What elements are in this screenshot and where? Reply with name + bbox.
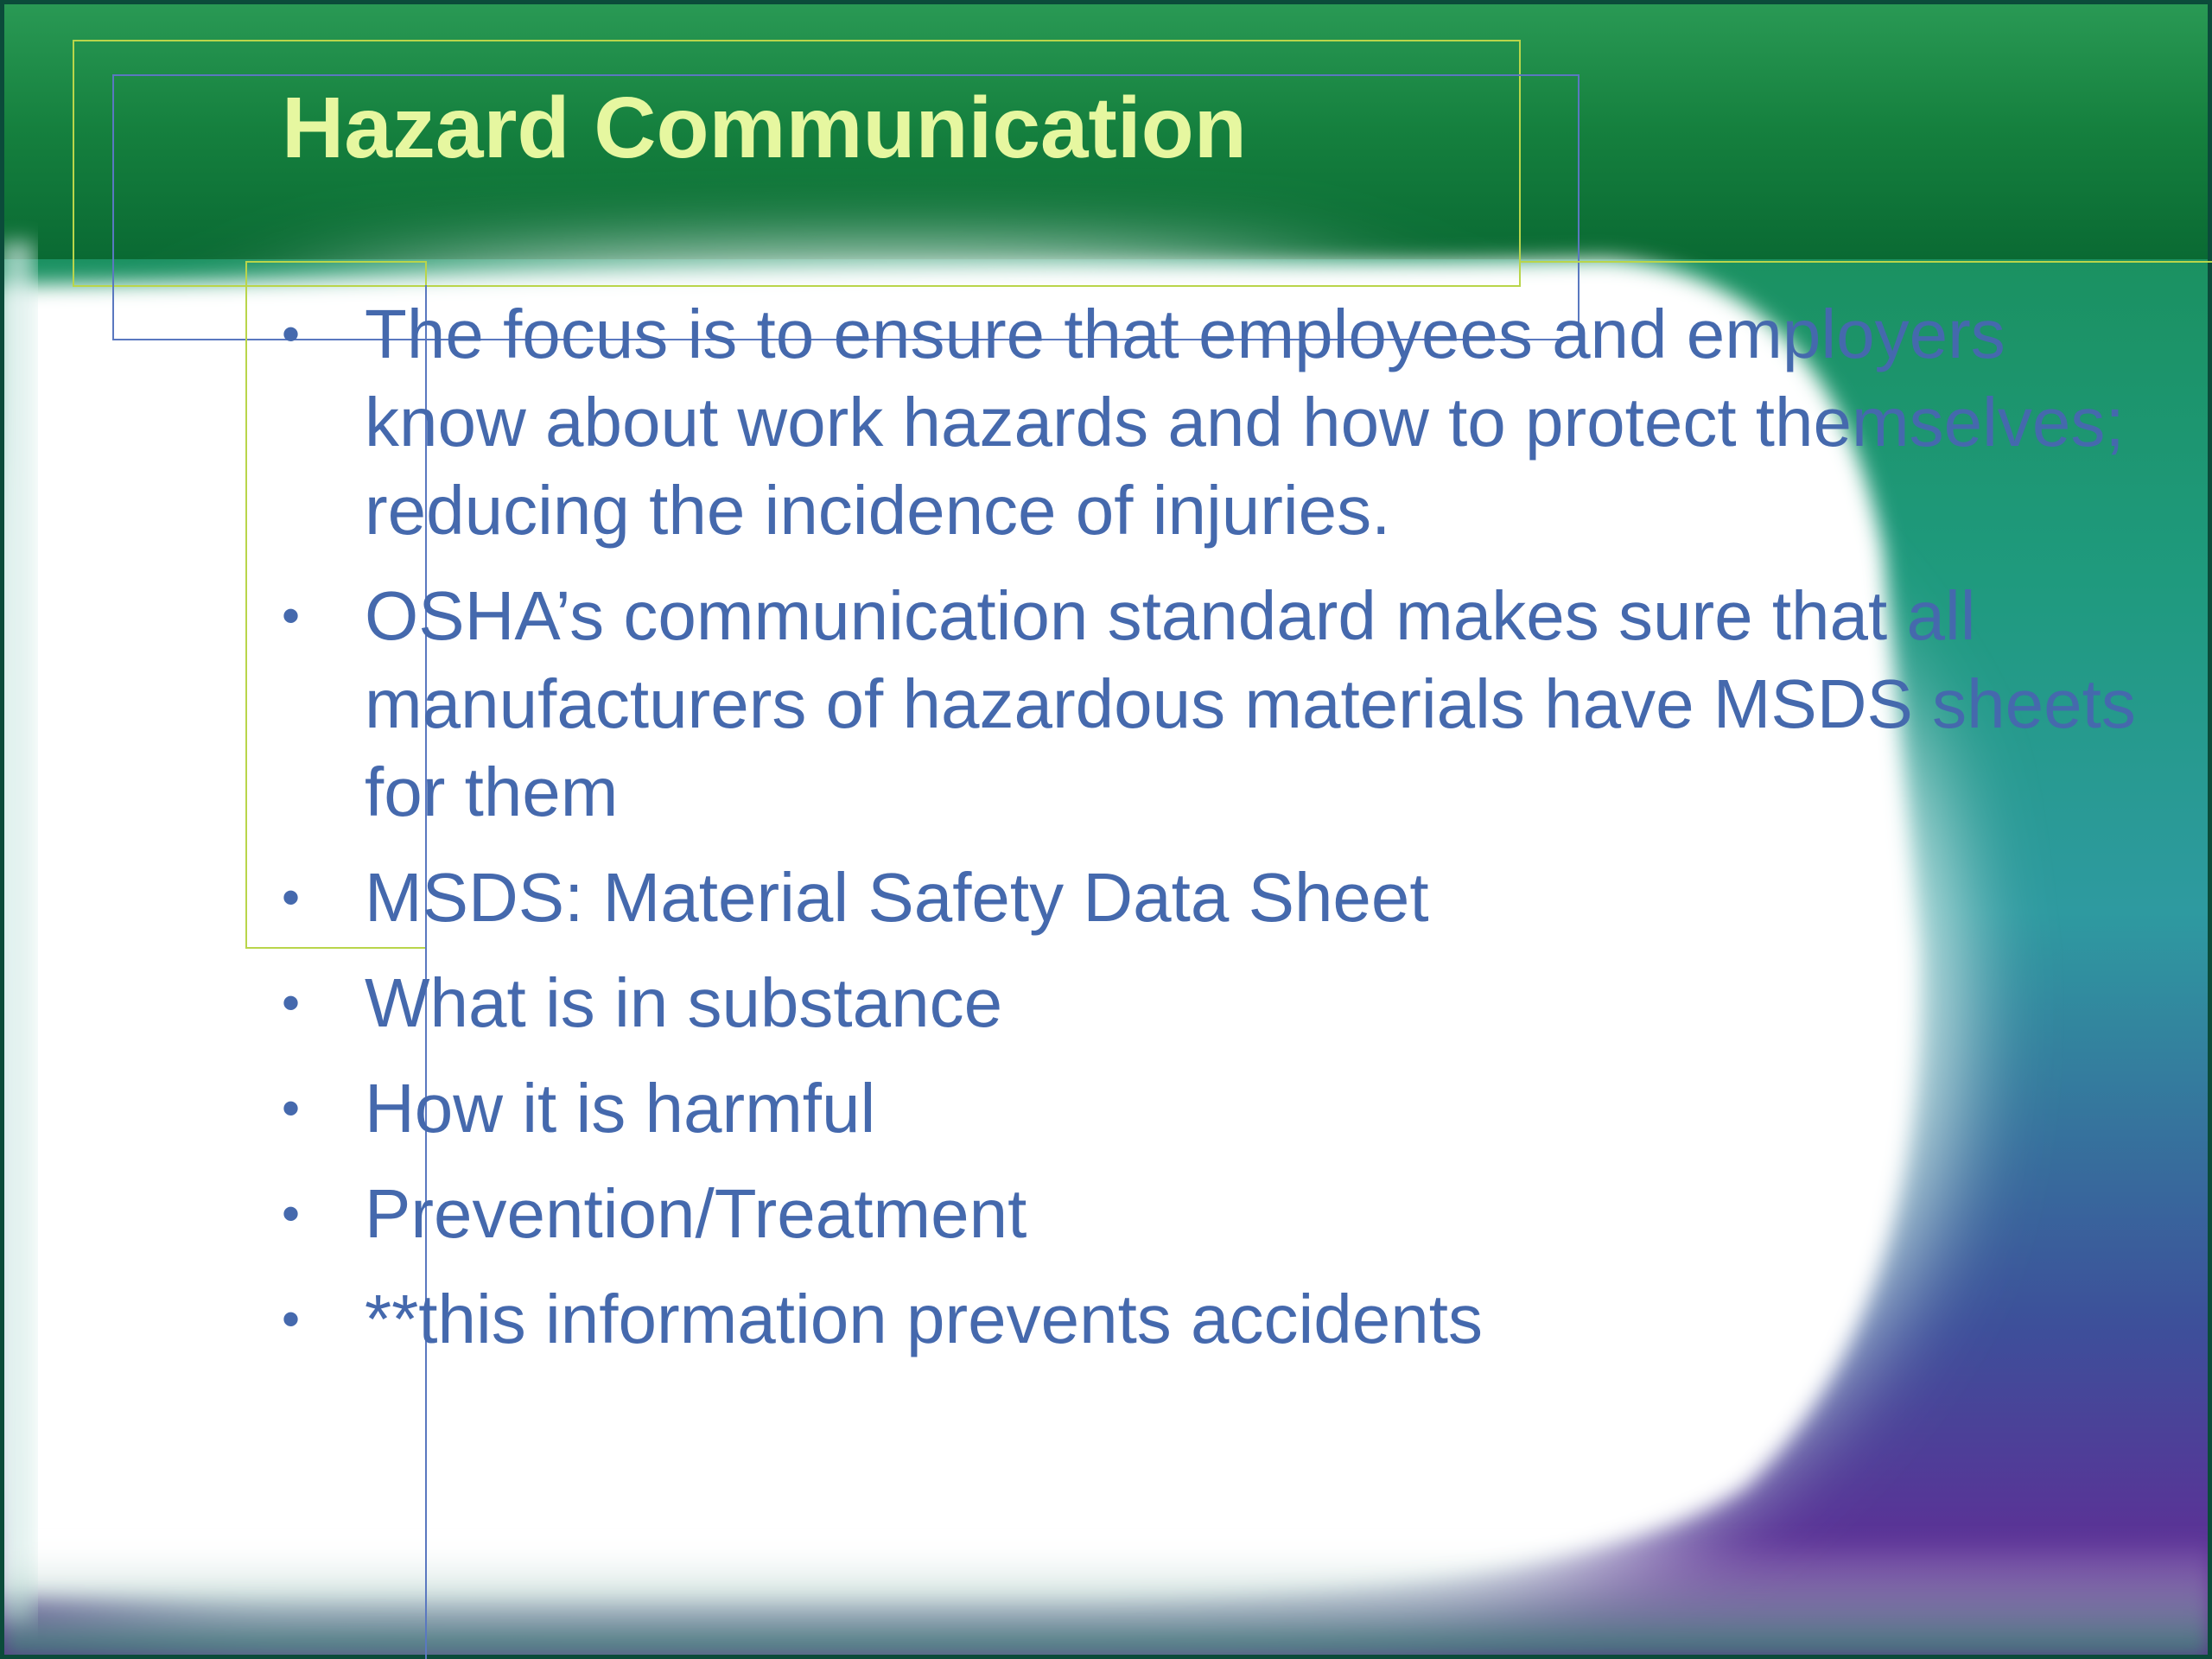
- bullet-point-icon: •: [282, 1290, 301, 1348]
- bullet-point-icon: •: [282, 868, 301, 926]
- bullet-item[interactable]: [282, 1065, 2183, 1153]
- bullet-list[interactable]: [282, 290, 2183, 1381]
- bullet-item[interactable]: [282, 854, 2183, 942]
- bullet-point-icon: •: [282, 1185, 301, 1243]
- bullet-text: **this information prevents accidents: [365, 1281, 1483, 1357]
- bullet-point-icon: •: [282, 974, 301, 1032]
- bullet-point-icon: •: [282, 1079, 301, 1137]
- bullet-item[interactable]: [282, 959, 2183, 1047]
- bullet-item[interactable]: [282, 290, 2183, 555]
- bullet-text: MSDS: Material Safety Data Sheet: [365, 859, 1429, 936]
- bullet-text: OSHA’s communication standard makes sure that all manufacturers of hazardous materials have MSDS sheets for them: [365, 577, 2136, 830]
- bullet-point-icon: •: [282, 587, 301, 645]
- slide-title[interactable]: Hazard Communication: [282, 79, 1247, 176]
- bullet-item[interactable]: [282, 1275, 2183, 1363]
- bullet-text: The focus is to ensure that employees and employers know about work hazards and how to protect themselves; reducing the incidence of injuries.: [365, 296, 2125, 549]
- bullet-text: What is in substance: [365, 964, 1003, 1041]
- bullet-item[interactable]: [282, 1170, 2183, 1258]
- bullet-text: Prevention/Treatment: [365, 1175, 1027, 1252]
- bullet-text: How it is harmful: [365, 1070, 876, 1147]
- bullet-item[interactable]: [282, 572, 2183, 836]
- bullet-point-icon: •: [282, 305, 301, 363]
